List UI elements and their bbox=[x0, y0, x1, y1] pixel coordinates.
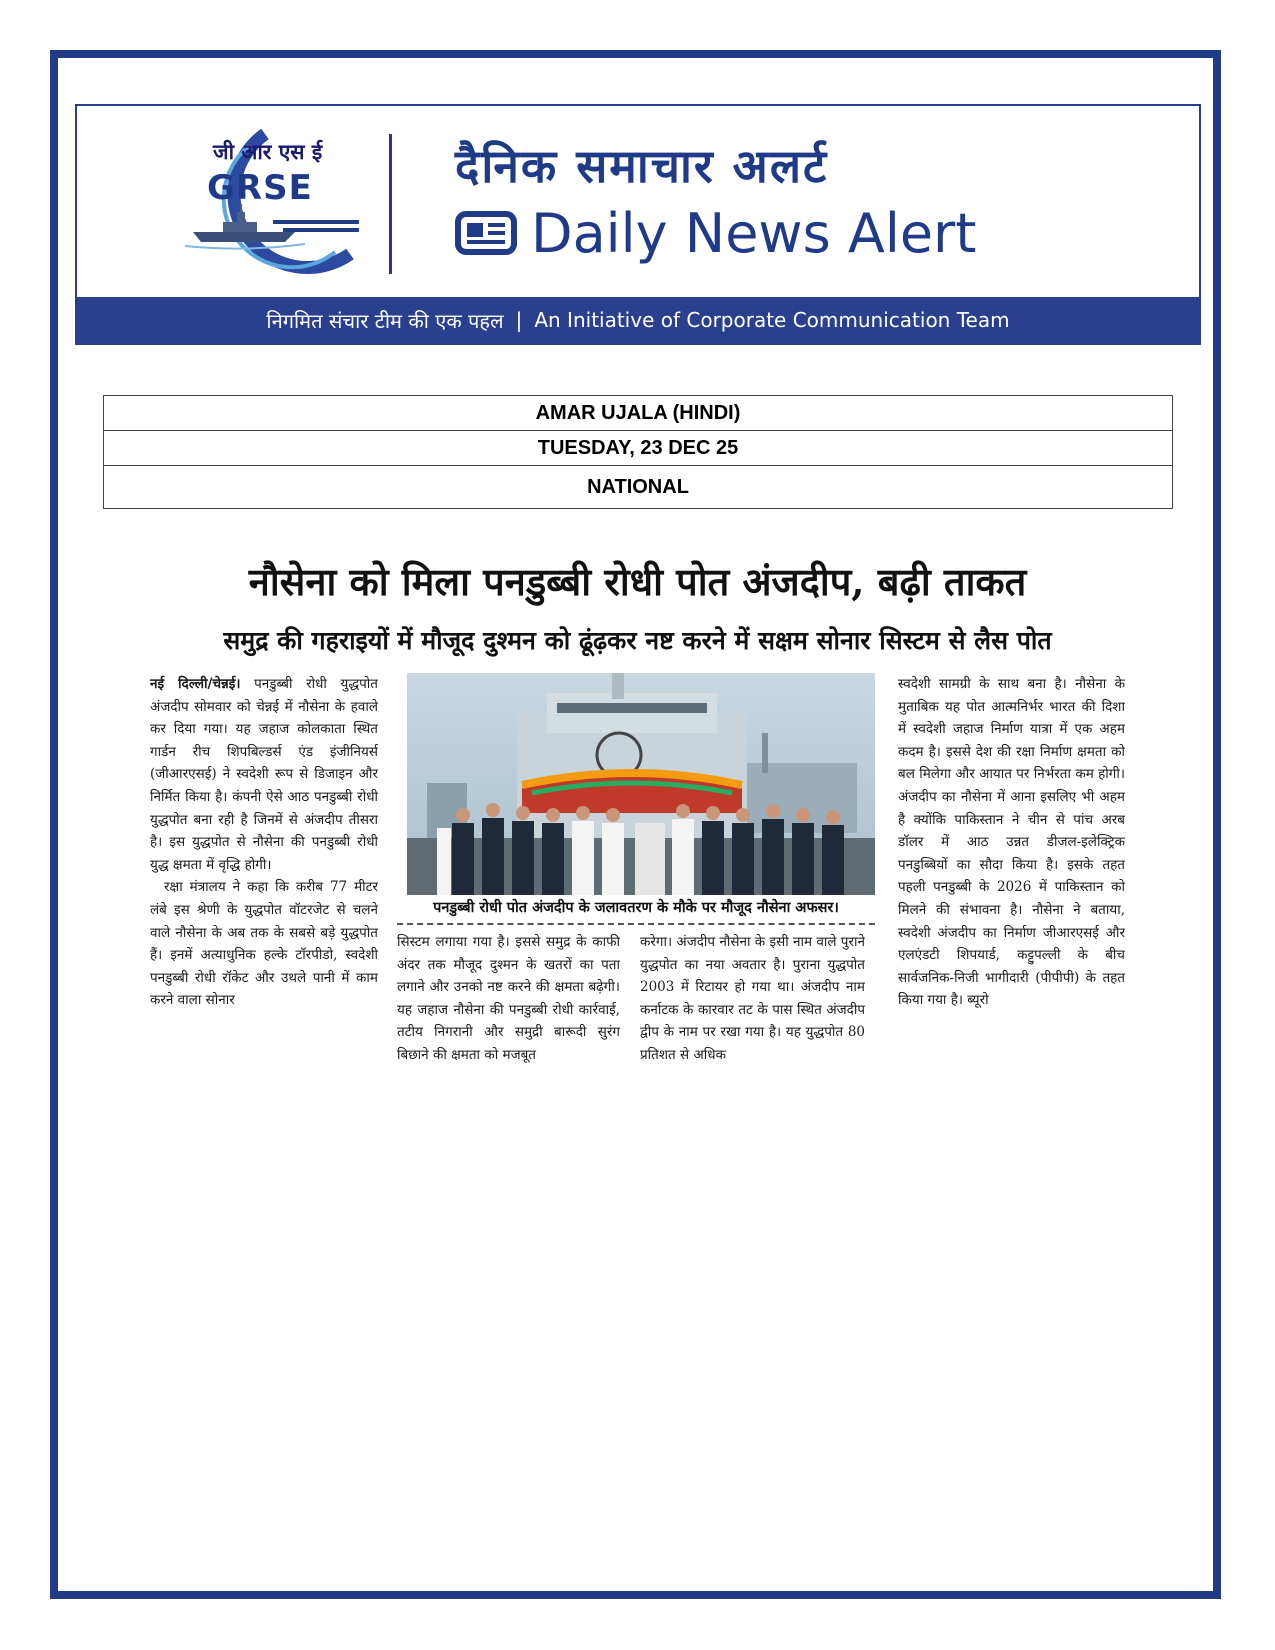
strip-english: An Initiative of Corporate Communication Team bbox=[534, 308, 1010, 332]
title-english: Daily News Alert bbox=[531, 201, 977, 265]
column-2-text: सिस्टम लगाया गया है। इससे समुद्र के काफी अंदर तक मौजूद दुश्मन के खतरों का पता लगाने और उनको नष्ट करने की क्षमता बढ़ेगी। यह जहाज नौसेना की पनडुब्बी रोधी कार्रवाई, तटीय निगरानी और समुद्री बारूदी सुरंग बिछाने की क्षमता को मजबूत bbox=[397, 934, 620, 1063]
publication-cell: AMAR UJALA (HINDI) bbox=[104, 396, 1173, 431]
column-1-paragraph-1: पनडुब्बी रोधी युद्धपोत अंजदीप सोमवार को चेन्नई में नौसेना के हवाले कर दिया गया। यह जहाज कोलकाता स्थित गार्डन रीच शिपबिल्डर्स एंड इंजीनियर्स (जीआरएसई) ने स्वदेशी रूप से डिजाइन और निर्मित किया है। कंपनी ऐसे आठ पनडुब्बी रोधी युद्धपोत बना रही है जिनमें से अंजदीप तीसरा है। इस युद्धपोत से नौसेना की पनडुब्बी रोधी युद्ध क्षमता में वृद्धि होगी। bbox=[150, 676, 378, 873]
title-hindi: दैनिक समाचार अलर्ट bbox=[455, 139, 829, 193]
column-1-paragraph-2: रक्षा मंत्रालय ने कहा कि करीब 77 मीटर लंबे इस श्रेणी के युद्धपोत वॉटरजेट से चलने वाले नौसेना के अब तक के सबसे बड़े युद्धपोत हैं। इनमें अत्याधुनिक हल्के टॉरपीडो, स्वदेशी पनडुब्बी रोधी रॉकेट और उथले पानी में काम करने वाला सोनार bbox=[150, 879, 378, 1009]
article-photo bbox=[407, 673, 875, 895]
news-article bbox=[150, 555, 1125, 1105]
photo-caption: पनडुब्बी रोधी पोत अंजदीप के जलावतरण के मौके पर मौजूद नौसेना अफसर। bbox=[397, 897, 875, 925]
article-column-1 bbox=[150, 673, 378, 1103]
column-4-text: स्वदेशी सामग्री के साथ बना है। नौसेना के मुताबिक यह पोत आत्मनिर्भर भारत की दिशा में स्वदेशी जहाज निर्माण यात्रा में एक अहम कदम है। इससे देश की रक्षा निर्माण क्षमता को बल मिलेगा और आयात पर निर्भरता कम होगी। अंजदीप का नौसेना में आना इसलिए भी अहम है क्योंकि पाकिस्तान ने चीन से पांच अरब डॉलर में आठ उन्नत डीजल-इलेक्ट्रिक पनडुब्बियों का सौदा किया है। इसके तहत पहली पनडुब्बी के 2026 में पाकिस्तान को मिलने की संभावना है। नौसेना ने बताया, स्वदेशी अंजदीप का निर्माण जीआरएसई और एलएंडटी शिपयार्ड, कट्टुपल्ली के बीच सार्वजनिक-निजी भागीदारी (पीपीपी) के तहत किया गया है। ब्यूरो bbox=[898, 676, 1125, 1009]
clipping-info-table bbox=[103, 395, 1173, 509]
daily-news-alert-banner bbox=[75, 104, 1201, 345]
column-3-text: करेगा। अंजदीप नौसेना के इसी नाम वाले पुराने युद्धपोत का नया अवतार है। पुराना युद्धपोत 2003 में रिटायर हो गया था। अंजदीप नाम कर्नाटक के कारवार तट के पास स्थित अंजदीप द्वीप के नाम पर रखा गया है। यह युद्धपोत 80 प्रतिशत से अधिक bbox=[640, 934, 865, 1063]
title-english-row bbox=[455, 198, 976, 268]
article-subheadline: समुद्र की गहराइयों में मौजूद दुश्मन को ढूंढ़कर नष्ट करने में सक्षम सोनार सिस्टम से लैस पोत bbox=[223, 626, 1052, 655]
article-column-2 bbox=[397, 931, 620, 1103]
newspaper-icon bbox=[455, 211, 517, 255]
article-column-4 bbox=[898, 673, 1125, 1103]
dateline: नई दिल्ली/चेन्नई। bbox=[150, 676, 241, 692]
section-cell: NATIONAL bbox=[104, 466, 1173, 509]
banner-strip bbox=[77, 297, 1199, 343]
warship-icon bbox=[185, 204, 305, 249]
banner-divider bbox=[389, 134, 392, 274]
logo-hindi-text: जी आर एस ई bbox=[213, 140, 323, 164]
article-column-3 bbox=[640, 931, 865, 1103]
strip-hindi: निगमित संचार टीम की एक पहल bbox=[266, 308, 504, 333]
ship-ceremony-photo bbox=[407, 673, 875, 895]
strip-separator: | bbox=[515, 308, 523, 332]
logo-grse-text: GRSE bbox=[207, 168, 313, 208]
article-headline: नौसेना को मिला पनडुब्बी रोधी पोत अंजदीप, बढ़ी ताकत bbox=[248, 559, 1027, 604]
date-cell: TUESDAY, 23 DEC 25 bbox=[104, 431, 1173, 466]
